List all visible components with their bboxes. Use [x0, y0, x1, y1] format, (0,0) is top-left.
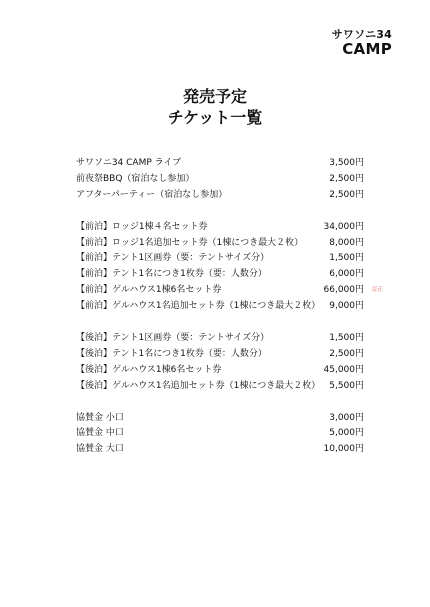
brand-logo [312, 29, 392, 57]
ticket-name: 【前泊】テント1区画券（要：テントサイズ分） [76, 253, 270, 264]
ticket-price: 3,000円 [329, 412, 364, 423]
ticket-name: 前夜祭BBQ（宿泊なし参加） [76, 173, 195, 184]
ticket-row [76, 331, 364, 347]
title-line-1: 発売予定 [182, 87, 247, 106]
ticket-row [76, 426, 364, 442]
ticket-price: 5,000円 [329, 428, 364, 439]
ticket-name: 協賛金 中口 [76, 428, 124, 439]
ticket-row [76, 299, 364, 315]
ticket-price: 2,500円 [329, 189, 364, 200]
title-line-2: チケット一覧 [167, 108, 263, 127]
brand-line-2: CAMP [342, 40, 392, 58]
ticket-name: 【前泊】テント1名につき1枚券（要：人数分） [76, 269, 267, 280]
ticket-group [76, 220, 384, 315]
brand-line-1: サワソニ34 [331, 28, 392, 41]
ticket-name: 【後泊】ゲルハウス1名追加セット券（1棟につき最大２枚） [76, 380, 321, 391]
ticket-row [76, 347, 364, 363]
ticket-price: 6,000円 [329, 269, 364, 280]
ticket-row [76, 251, 364, 267]
ticket-list [76, 156, 384, 474]
ticket-row [76, 172, 364, 188]
ticket-price: 1,500円 [329, 253, 364, 264]
ticket-price: 9,000円 [329, 301, 364, 312]
ticket-price: 3,500円 [329, 158, 364, 168]
ticket-price: 34,000円 [323, 221, 364, 232]
ticket-row [76, 156, 364, 172]
ticket-row [76, 363, 364, 379]
ticket-price: 45,000円 [323, 364, 364, 375]
ticket-price: 2,500円 [329, 348, 364, 359]
ticket-row [76, 283, 384, 299]
ticket-row [76, 442, 364, 458]
ticket-row [76, 379, 364, 395]
ticket-price: 8,000円 [329, 237, 364, 248]
ticket-name: 【前泊】ゲルハウス1名追加セット券（1棟につき最大２枚） [76, 301, 321, 312]
ticket-name: 【後泊】テント1名につき1枚券（要：人数分） [76, 348, 267, 359]
ticket-name: 【前泊】ゲルハウス1棟6名セット券 [76, 285, 222, 296]
ticket-row [76, 411, 364, 427]
ticket-group [76, 156, 364, 204]
ticket-name: 【後泊】ゲルハウス1棟6名セット券 [76, 364, 222, 375]
ticket-price: 10,000円 [323, 444, 364, 455]
ticket-group [76, 331, 364, 395]
ticket-name: サワソニ34 CAMP ライブ [76, 158, 182, 168]
ticket-price: 2,500円 [329, 173, 364, 184]
ticket-group [76, 411, 364, 459]
ticket-name: 協賛金 大口 [76, 444, 124, 455]
ticket-row [76, 236, 364, 252]
correction-note: 訂正 [372, 287, 384, 294]
ticket-name: アフターパーティー（宿泊なし参加） [76, 189, 228, 200]
ticket-price: 66,000円 [323, 285, 364, 296]
ticket-name: 【前泊】ロッジ1名追加セット券（1棟につき最大２枚） [76, 237, 304, 248]
ticket-name: 【後泊】テント1区画券（要：テントサイズ分） [76, 333, 270, 344]
ticket-price: 5,500円 [329, 380, 364, 391]
ticket-price: 1,500円 [329, 333, 364, 344]
ticket-name: 【前泊】ロッジ1棟４名セット券 [76, 221, 208, 232]
ticket-row [76, 267, 364, 283]
ticket-name: 協賛金 小口 [76, 412, 124, 423]
ticket-row [76, 188, 364, 204]
page-title [0, 86, 430, 128]
ticket-row [76, 220, 364, 236]
